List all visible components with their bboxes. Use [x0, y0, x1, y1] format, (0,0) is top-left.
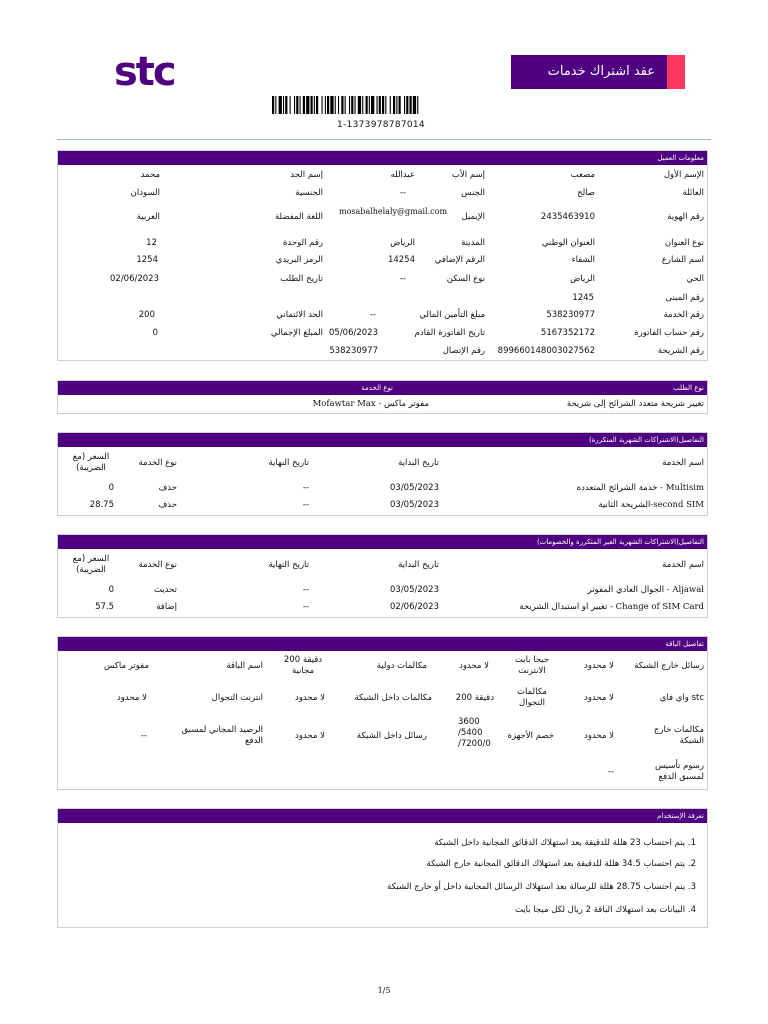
family-name-value: صالح	[577, 188, 595, 198]
package-name-value: مفوتر ماكس	[103, 661, 149, 671]
pkg-label: stc واي فاي	[659, 693, 704, 703]
pkg-label: مكالمات دولية	[376, 661, 427, 671]
extra-number-value: 14254	[387, 255, 415, 265]
tariff-item: 1. يتم احتساب 23 هللة للدقيقة بعد استهلاك الدقائق المجانية داخل الشبكة	[434, 838, 696, 848]
header-divider	[57, 139, 711, 140]
city-value: الرياض	[390, 238, 415, 248]
postal-code-value: 1254	[136, 255, 158, 265]
customer-info-section	[57, 150, 708, 361]
row2-price: 28.75	[89, 500, 114, 510]
father-name-label: إسم الأب	[451, 170, 485, 180]
col-service-type: نوع الخدمة	[138, 560, 177, 570]
grand-name-label: إسم الجد	[290, 170, 323, 180]
section-heading: التفاصيل(الاشتراكات الشهرية الغير المتكررة والخصومات)	[58, 535, 707, 549]
col-end-date: تاريخ النهاية	[268, 458, 309, 468]
total-amount-label: المبلغ الإجمالي	[270, 328, 323, 338]
row2-start-date: 03/05/2023	[390, 500, 439, 510]
col-service-name: اسم الخدمة	[662, 458, 704, 468]
credit-limit-value: 200	[138, 310, 155, 320]
pkg-value: لا محدود	[459, 661, 489, 671]
package-details-section	[57, 636, 708, 790]
pkg-value: لا محدود	[295, 731, 325, 741]
next-bill-date-value: 05/06/2023	[329, 328, 378, 338]
row2-end-date: --	[302, 602, 309, 612]
col-service-type: نوع الخدمة	[138, 458, 177, 468]
deposit-label: مبلغ التأمين المالي	[419, 310, 485, 320]
housing-type-value: --	[399, 274, 406, 284]
barcode	[272, 96, 490, 114]
family-name-label: العائلة	[682, 188, 704, 198]
row1-service-name: Multisim - خدمة الشرائح المتعددة	[576, 483, 704, 493]
next-bill-date-label: تاريخ الفاتورة القادم	[414, 328, 485, 338]
id-number-value: 2435463910	[540, 212, 595, 222]
extra-number-label: الرقم الإضافي	[434, 255, 485, 265]
building-number-label: رقم المبنى	[665, 293, 704, 303]
pkg-label: انترنت التجوال	[211, 693, 263, 703]
col-end-date: تاريخ النهاية	[268, 560, 309, 570]
row1-start-date: 03/05/2023	[390, 483, 439, 493]
pkg-label: مكالمات التجوال	[517, 687, 547, 708]
page-number: 1/5	[377, 986, 391, 995]
pkg-value: 3600 /5400 /7200/0	[458, 717, 491, 749]
col-service-name: اسم الخدمة	[662, 560, 704, 570]
title-accent-bar	[667, 55, 685, 89]
sim-number-label: رقم الشريحة	[657, 346, 704, 356]
nonrecurring-subscriptions-section	[57, 534, 708, 618]
usage-tariff-section	[57, 808, 708, 928]
pkg-label: مكالمات خارج الشبكة	[653, 725, 704, 746]
row1-start-date: 03/05/2023	[390, 585, 439, 595]
service-number-label: رقم الخدمة	[663, 310, 704, 320]
district-value: الرياض	[570, 274, 595, 284]
row2-service-type: إضافة	[156, 602, 177, 612]
request-type-section	[57, 380, 708, 414]
row1-service-type: تحديث	[153, 585, 177, 595]
street-label: اسم الشارع	[661, 255, 704, 265]
contract-title: عقد اشتراك خدمات	[547, 64, 655, 79]
row1-service-type: حذف	[158, 483, 177, 493]
service-type-value: Mofawtar Max - مفوتر ماكس	[312, 399, 429, 409]
pkg-value: لا محدود	[295, 693, 325, 703]
address-type-label: نوع العنوان	[664, 238, 704, 248]
row1-end-date: --	[302, 483, 309, 493]
pkg-value: دقيقة 200 مجانية	[283, 655, 323, 676]
father-name-value: عبدالله	[390, 170, 415, 180]
recurring-subscriptions-section	[57, 432, 708, 516]
district-label: الحي	[686, 274, 704, 284]
grand-name-value: محمد	[140, 170, 160, 180]
language-value: العربية	[136, 212, 160, 222]
postal-code-label: الرمز البريدي	[275, 255, 323, 265]
pkg-label: اسم الباقة	[226, 661, 263, 671]
row2-service-name: Change of SIM Card - تغيير او استبدال الشريحة	[519, 602, 704, 612]
row1-service-name: Aljawal - الجوال العادي المفوتر	[587, 585, 704, 595]
first-name-label: الإسم الأول	[663, 170, 704, 180]
gender-value: --	[399, 188, 406, 198]
col-start-date: تاريخ البداية	[398, 458, 439, 468]
row1-price: 0	[108, 585, 114, 595]
sim-number-value: 899660148003027562	[497, 346, 595, 356]
pkg-value: --	[607, 767, 614, 777]
language-label: اللغة المفضلة	[274, 212, 323, 222]
tariff-item: 3. يتم احتساب 28.75 هللة للرسالة بعد استهلاك الرسائل المجانية داخل أو خارج الشبكة	[387, 882, 696, 892]
row2-price: 57.5	[95, 602, 114, 612]
row2-end-date: --	[302, 500, 309, 510]
unit-value: 12	[146, 238, 157, 248]
building-number-value: 1245	[572, 293, 594, 303]
unit-label: رقم الوحدة	[282, 238, 323, 248]
row2-service-name: second SIM-الشريحة الثانية	[598, 500, 704, 510]
pkg-label: خصم الأجهزة	[507, 731, 554, 741]
row2-service-type: حذف	[158, 500, 177, 510]
row1-price: 0	[108, 483, 114, 493]
section-heading: نوع الطلب نوع الخدمة	[58, 381, 707, 395]
col-price: السعر (مع الضريبة)	[72, 554, 110, 575]
pkg-label: مكالمات داخل الشبكة	[354, 693, 432, 703]
contact-number-label: رقم الإتصال	[442, 346, 485, 356]
gender-label: الجنس	[461, 188, 485, 198]
nationality-label: الجنسية	[295, 188, 323, 198]
svg-text:stc: stc	[114, 52, 175, 92]
row1-end-date: --	[302, 585, 309, 595]
section-heading: تفاصيل الباقة	[58, 637, 707, 651]
section-heading: التفاصيل(الاشتراكات الشهرية المتكررة)	[58, 433, 707, 447]
contact-number-value: 538230977	[329, 346, 378, 356]
pkg-value: لا محدود	[584, 693, 614, 703]
pkg-label: رسائل داخل الشبكة	[356, 731, 427, 741]
barcode-number: 1-1373978787014	[337, 120, 425, 130]
pkg-label: رسائل خارج الشبكة	[634, 661, 704, 671]
row2-start-date: 02/06/2023	[390, 602, 439, 612]
request-date-value: 02/06/2023	[110, 274, 159, 284]
pkg-label: رسوم تأسيس لمسبق الدفع	[654, 761, 704, 782]
total-amount-value: 0	[152, 328, 158, 338]
housing-type-label: نوع السكن	[446, 274, 485, 284]
tariff-item: 4. البيانات بعد استهلاك الباقة 2 ريال لكل ميجا بايت	[514, 905, 696, 915]
bill-account-label: رقم حساب الفاتورة	[634, 328, 704, 338]
email-value: mosabalhelaly@gmail.com	[339, 207, 448, 216]
address-type-value: العنوان الوطني	[541, 238, 595, 248]
tariff-item: 2. يتم احتساب 34.5 هللة للدقيقة بعد استهلاك الدقائق المجانية خارج الشبكة	[426, 859, 696, 869]
email-label: الإيميل	[461, 212, 485, 222]
pkg-value: لا محدود	[584, 661, 614, 671]
first-name-value: مصعب	[570, 170, 595, 180]
section-heading: معلومات العميل	[58, 151, 707, 165]
bill-account-value: 5167352172	[540, 328, 595, 338]
pkg-value: لا محدود	[584, 731, 614, 741]
pkg-value: --	[140, 731, 147, 741]
street-value: الشفاء	[571, 255, 595, 265]
service-type-heading: نوع الخدمة	[361, 384, 393, 392]
pkg-label: جيجا بايت الانترنت	[514, 655, 550, 676]
section-heading: تعرفة الإستخدام	[58, 809, 707, 823]
credit-limit-label: الحد الائتماني	[276, 310, 323, 320]
col-price: السعر (مع الضريبة)	[72, 452, 110, 473]
request-type-value: تغيير شريحة متعدد الشرائح إلى شريحة	[566, 399, 704, 409]
pkg-label: الرصيد المجاني لمسبق الدفع	[181, 725, 263, 746]
city-label: المدينة	[461, 238, 485, 248]
id-number-label: رقم الهوية	[667, 212, 704, 222]
pkg-value: لا محدود	[117, 693, 147, 703]
deposit-value: --	[369, 310, 376, 320]
stc-logo	[114, 52, 196, 92]
service-number-value: 538230977	[546, 310, 595, 320]
nationality-value: السودان	[130, 188, 160, 198]
pkg-value: دقيقة 200	[455, 693, 494, 703]
col-start-date: تاريخ البداية	[398, 560, 439, 570]
request-date-label: تاريخ الطلب	[280, 274, 323, 284]
contract-title-banner	[511, 55, 685, 89]
